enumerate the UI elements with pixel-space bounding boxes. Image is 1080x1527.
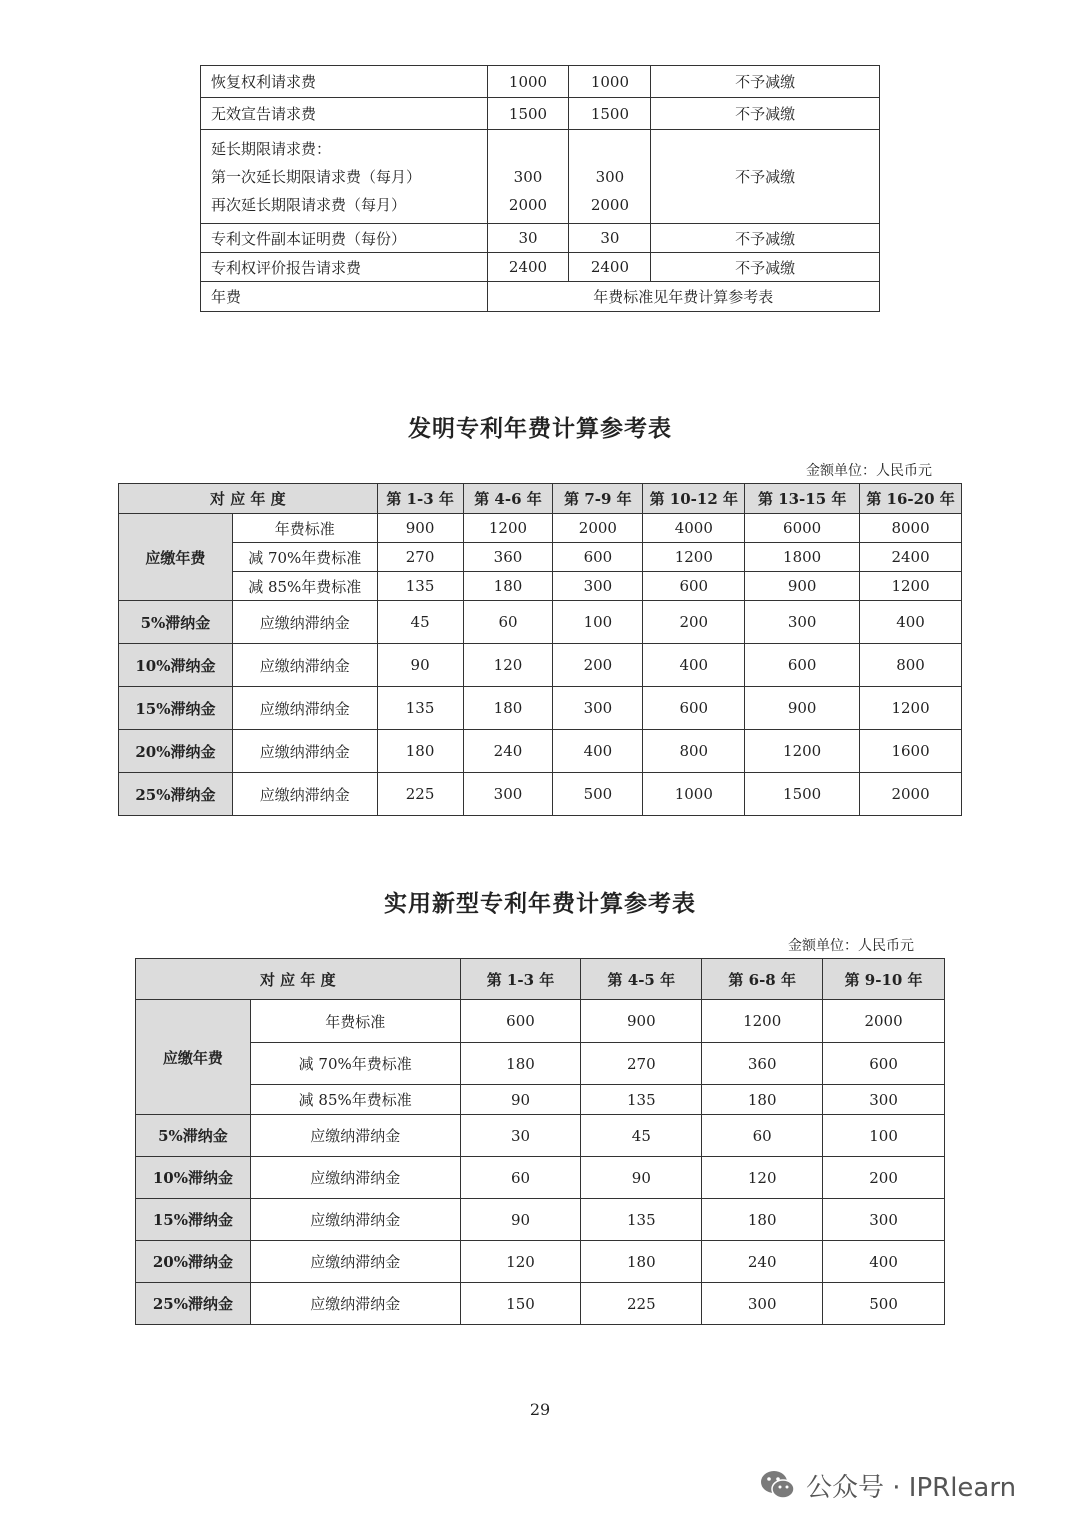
invention-fee-table [118, 483, 962, 816]
table-cell: 600 [553, 543, 643, 572]
fee-note: 不予减缴 [651, 130, 880, 224]
fee-item: 恢复权利请求费 [201, 66, 488, 98]
table-cell: 600 [745, 644, 860, 687]
table-cell: 300 [553, 687, 643, 730]
table-cell: 60 [702, 1115, 823, 1157]
extension-heading: 延长期限请求费： [211, 139, 332, 158]
fee-item: 专利文件副本证明费（每份） [201, 224, 488, 253]
column-header: 第 13-15 年 [745, 484, 860, 514]
row-name: 应缴纳滞纳金 [250, 1115, 460, 1157]
column-header: 第 1-3 年 [460, 959, 581, 1000]
table-cell: 600 [643, 572, 745, 601]
table-row [201, 98, 880, 130]
table-cell: 180 [702, 1199, 823, 1241]
table-cell: 2000 [860, 773, 962, 816]
fee-value: 2000 [590, 195, 629, 214]
fee-item: 无效宣告请求费 [201, 98, 488, 130]
row-name: 应缴纳滞纳金 [232, 773, 377, 816]
table-row [136, 1043, 945, 1085]
table-cell: 1200 [860, 572, 962, 601]
table-cell: 270 [377, 543, 463, 572]
table-cell: 1200 [463, 514, 553, 543]
table-row [201, 253, 880, 282]
table-cell: 360 [702, 1043, 823, 1085]
table-cell: 500 [553, 773, 643, 816]
table-cell: 90 [460, 1199, 581, 1241]
table-cell: 1600 [860, 730, 962, 773]
table-cell: 60 [463, 601, 553, 644]
fee-value: 1000 [569, 66, 651, 98]
row-name: 应缴纳滞纳金 [250, 1157, 460, 1199]
table-cell: 900 [581, 1000, 702, 1043]
table-cell: 500 [823, 1283, 945, 1325]
table-row [119, 514, 962, 543]
fee-value: 30 [487, 224, 569, 253]
row-name: 应缴纳滞纳金 [250, 1283, 460, 1325]
table-cell: 900 [377, 514, 463, 543]
table-cell: 900 [745, 687, 860, 730]
fee-item: 第一次延长期限请求费（每月） [211, 167, 422, 186]
table-cell: 120 [463, 644, 553, 687]
fee-table [200, 65, 880, 312]
fee-note: 不予减缴 [651, 66, 880, 98]
table-row [201, 282, 880, 312]
table-cell: 400 [823, 1241, 945, 1283]
late-fee-label: 25%滞纳金 [119, 773, 233, 816]
late-fee-label: 5%滞纳金 [119, 601, 233, 644]
row-name: 年费标准 [232, 514, 377, 543]
row-name: 减 70%年费标准 [250, 1043, 460, 1085]
table-cell: 60 [460, 1157, 581, 1199]
table-row [136, 1241, 945, 1283]
table-cell: 2000 [823, 1000, 945, 1043]
table-header-row [119, 484, 962, 514]
table-cell: 400 [643, 644, 745, 687]
table-cell: 240 [702, 1241, 823, 1283]
table-cell: 300 [745, 601, 860, 644]
late-fee-label: 20%滞纳金 [136, 1241, 251, 1283]
column-header: 第 9-10 年 [823, 959, 945, 1000]
table-cell: 45 [377, 601, 463, 644]
table-cell: 225 [581, 1283, 702, 1325]
table-cell: 800 [860, 644, 962, 687]
table-cell: 150 [460, 1283, 581, 1325]
row-name: 减 85%年费标准 [232, 572, 377, 601]
column-header: 第 6-8 年 [702, 959, 823, 1000]
fee-value: 1500 [569, 98, 651, 130]
fee-value: 1500 [487, 98, 569, 130]
table-cell: 1000 [643, 773, 745, 816]
table-cell: 100 [553, 601, 643, 644]
table-cell: 2000 [553, 514, 643, 543]
table-cell: 180 [463, 572, 553, 601]
table-row [119, 773, 962, 816]
wechat-icon [758, 1465, 798, 1505]
table-row [119, 644, 962, 687]
table-row [136, 1199, 945, 1241]
row-name: 减 85%年费标准 [250, 1085, 460, 1115]
fee-item: 年费 [201, 282, 488, 312]
table-row [136, 1115, 945, 1157]
fee-value: 1000 [487, 66, 569, 98]
late-fee-label: 15%滞纳金 [136, 1199, 251, 1241]
table-row [119, 730, 962, 773]
table-cell: 90 [377, 644, 463, 687]
fee-item: 专利权评价报告请求费 [201, 253, 488, 282]
table-cell: 200 [823, 1157, 945, 1199]
column-header: 第 4-5 年 [581, 959, 702, 1000]
page-number: 29 [529, 1400, 551, 1419]
late-fee-label: 10%滞纳金 [136, 1157, 251, 1199]
invention-unit-label: 金额单位：人民币元 [806, 463, 932, 479]
table-cell: 120 [702, 1157, 823, 1199]
table-cell: 100 [823, 1115, 945, 1157]
due-fee-label: 应缴年费 [119, 514, 233, 601]
table-row [201, 130, 880, 224]
table-cell: 225 [377, 773, 463, 816]
table-cell: 240 [463, 730, 553, 773]
utility-table-title: 实用新型专利年费计算参考表 [384, 890, 696, 917]
table-cell: 180 [460, 1043, 581, 1085]
table-cell: 180 [463, 687, 553, 730]
utility-unit-label: 金额单位：人民币元 [788, 938, 914, 954]
column-header: 第 7-9 年 [553, 484, 643, 514]
table-cell: 1200 [860, 687, 962, 730]
row-name: 应缴纳滞纳金 [250, 1241, 460, 1283]
table-cell: 30 [460, 1115, 581, 1157]
row-name: 应缴纳滞纳金 [232, 687, 377, 730]
table-cell: 1500 [745, 773, 860, 816]
year-header: 对 应 年 度 [119, 484, 378, 514]
utility-fee-table [135, 958, 945, 1325]
table-cell: 45 [581, 1115, 702, 1157]
table-cell: 90 [460, 1085, 581, 1115]
row-name: 应缴纳滞纳金 [250, 1199, 460, 1241]
fee-value: 2400 [569, 253, 651, 282]
fee-note: 不予减缴 [651, 98, 880, 130]
year-header: 对 应 年 度 [136, 959, 461, 1000]
table-cell: 180 [581, 1241, 702, 1283]
table-header-row [136, 959, 945, 1000]
fee-value: 300 [595, 167, 625, 186]
table-cell: 300 [463, 773, 553, 816]
table-cell: 600 [460, 1000, 581, 1043]
table-cell: 1200 [745, 730, 860, 773]
late-fee-label: 15%滞纳金 [119, 687, 233, 730]
table-row [136, 1085, 945, 1115]
table-row [136, 1157, 945, 1199]
table-cell: 1200 [643, 543, 745, 572]
table-row [136, 1000, 945, 1043]
table-cell: 600 [643, 687, 745, 730]
table-row [119, 543, 962, 572]
table-cell: 300 [702, 1283, 823, 1325]
table-cell: 8000 [860, 514, 962, 543]
table-cell: 135 [377, 572, 463, 601]
table-cell: 2400 [860, 543, 962, 572]
extension-items [201, 130, 488, 224]
table-cell: 900 [745, 572, 860, 601]
invention-table-title: 发明专利年费计算参考表 [408, 415, 672, 442]
table-cell: 400 [860, 601, 962, 644]
table-cell: 300 [823, 1085, 945, 1115]
column-header: 第 16-20 年 [860, 484, 962, 514]
table-cell: 200 [643, 601, 745, 644]
fee-note: 年费标准见年费计算参考表 [487, 282, 879, 312]
table-cell: 600 [823, 1043, 945, 1085]
table-cell: 6000 [745, 514, 860, 543]
table-cell: 270 [581, 1043, 702, 1085]
table-cell: 135 [581, 1085, 702, 1115]
row-name: 减 70%年费标准 [232, 543, 377, 572]
late-fee-label: 5%滞纳金 [136, 1115, 251, 1157]
fee-value: 2400 [487, 253, 569, 282]
table-row [201, 66, 880, 98]
table-cell: 1200 [702, 1000, 823, 1043]
table-row [136, 1283, 945, 1325]
table-cell: 400 [553, 730, 643, 773]
table-cell: 300 [553, 572, 643, 601]
table-row [119, 572, 962, 601]
table-row [119, 687, 962, 730]
table-cell: 180 [702, 1085, 823, 1115]
row-name: 应缴纳滞纳金 [232, 601, 377, 644]
late-fee-label: 20%滞纳金 [119, 730, 233, 773]
column-header: 第 4-6 年 [463, 484, 553, 514]
row-name: 应缴纳滞纳金 [232, 644, 377, 687]
table-cell: 800 [643, 730, 745, 773]
fee-value: 300 [513, 167, 543, 186]
table-cell: 200 [553, 644, 643, 687]
table-cell: 4000 [643, 514, 745, 543]
fee-item: 再次延长期限请求费（每月） [211, 195, 407, 214]
table-cell: 135 [377, 687, 463, 730]
row-name: 应缴纳滞纳金 [232, 730, 377, 773]
extension-values [487, 130, 569, 224]
column-header: 第 1-3 年 [377, 484, 463, 514]
watermark-text: 公众号 · IPRlearn [806, 1472, 1017, 1503]
fee-value: 30 [569, 224, 651, 253]
table-cell: 360 [463, 543, 553, 572]
late-fee-label: 25%滞纳金 [136, 1283, 251, 1325]
late-fee-label: 10%滞纳金 [119, 644, 233, 687]
table-cell: 90 [581, 1157, 702, 1199]
column-header: 第 10-12 年 [643, 484, 745, 514]
table-cell: 180 [377, 730, 463, 773]
table-cell: 120 [460, 1241, 581, 1283]
fee-value: 2000 [508, 195, 548, 214]
watermark [758, 1460, 1016, 1510]
extension-values [569, 130, 651, 224]
due-fee-label: 应缴年费 [136, 1000, 251, 1115]
table-cell: 1800 [745, 543, 860, 572]
fee-note: 不予减缴 [651, 253, 880, 282]
table-row [119, 601, 962, 644]
table-cell: 135 [581, 1199, 702, 1241]
table-cell: 300 [823, 1199, 945, 1241]
fee-note: 不予减缴 [651, 224, 880, 253]
row-name: 年费标准 [250, 1000, 460, 1043]
table-row [201, 224, 880, 253]
